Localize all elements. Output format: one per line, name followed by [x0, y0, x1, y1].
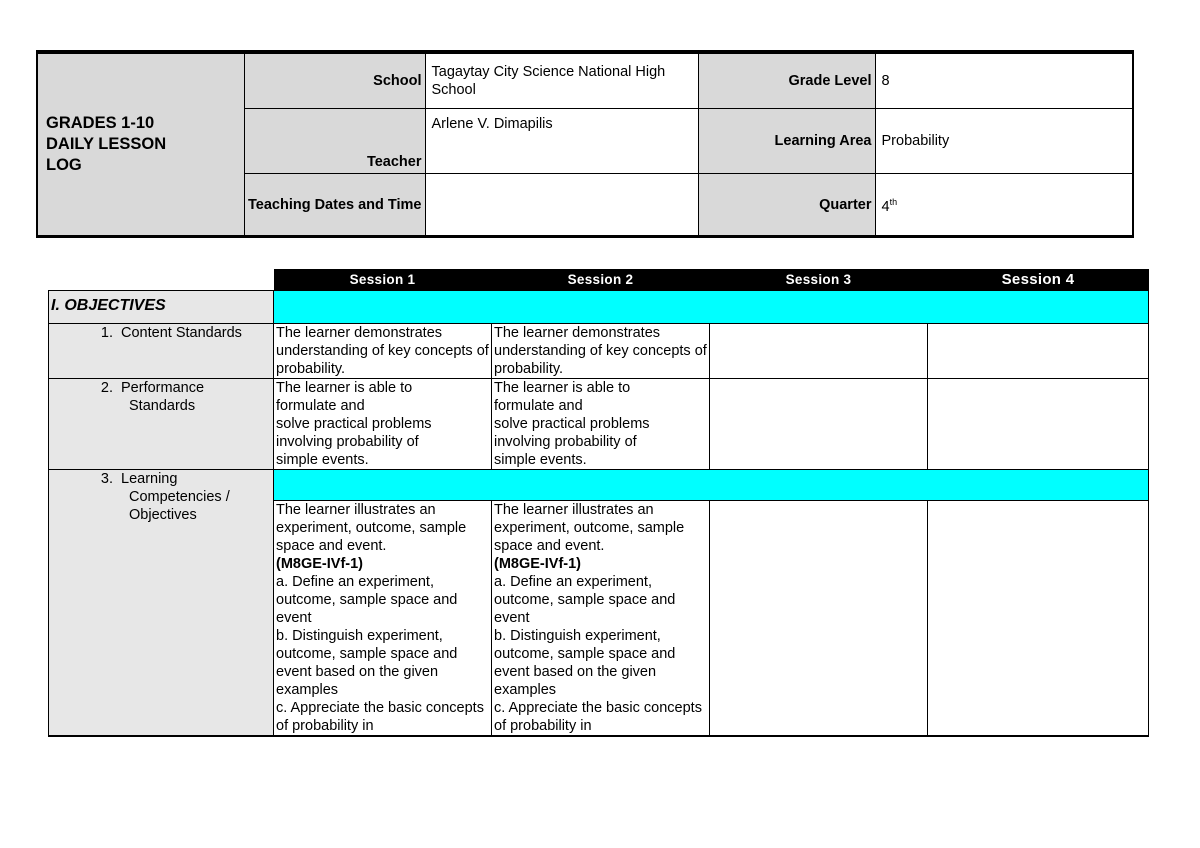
learning-competencies-label: 3. Learning Competencies / Objectives: [49, 470, 274, 737]
learning-competencies-session-4: [928, 501, 1149, 737]
school-value: Tagaytay City Science National High School: [425, 52, 698, 108]
content-standards-session-1: The learner demonstrates understanding of key concepts of probability.: [274, 324, 492, 379]
session-3-header: Session 3: [710, 269, 928, 291]
performance-standards-label: 2. Performance Standards: [49, 379, 274, 470]
content-standards-session-4: [928, 324, 1149, 379]
teaching-dates-value: [425, 174, 698, 237]
grade-level-label: Grade Level: [698, 52, 875, 108]
content-standards-session-3: [710, 324, 928, 379]
competencies-highlight-bar: [274, 470, 1149, 501]
performance-standards-session-1: The learner is able to formulate and solve practical problems involving probability of simple events.: [274, 379, 492, 470]
performance-standards-session-4: [928, 379, 1149, 470]
competency-code: (M8GE-IVf-1): [494, 556, 581, 572]
teaching-dates-label: Teaching Dates and Time: [244, 174, 425, 237]
objectives-highlight-bar: [274, 291, 1149, 324]
teacher-value: Arlene V. Dimapilis: [425, 108, 698, 174]
session-4-header: Session 4: [928, 269, 1149, 291]
learning-competencies-session-1: The learner illustrates an experiment, outcome, sample space and event. (M8GE-IVf-1) a. Define an experiment, outcome, sample space and event b. Distinguish experiment, outcome, sample space and event based on the given examples c. Appreciate the basic concepts of probability in: [274, 501, 492, 737]
quarter-label: Quarter: [698, 174, 875, 237]
session-1-header: Session 1: [274, 269, 492, 291]
learning-competencies-session-2: The learner illustrates an experiment, outcome, sample space and event. (M8GE-IVf-1) a. Define an experiment, outcome, sample space and event b. Distinguish experiment, outcome, sample space and event based on the given examples c. Appreciate the basic concepts of probability in: [492, 501, 710, 737]
lesson-objectives-table: [48, 269, 1149, 737]
grade-level-value: 8: [875, 52, 1133, 108]
session-2-header: Session 2: [492, 269, 710, 291]
log-title: GRADES 1-10 DAILY LESSON LOG: [37, 52, 244, 237]
competency-code: (M8GE-IVf-1): [276, 556, 363, 572]
corner-blank: [49, 269, 274, 291]
learning-area-label: Learning Area: [698, 108, 875, 174]
content-standards-session-2: The learner demonstrates understanding of key concepts of probability.: [492, 324, 710, 379]
content-standards-label: 1. Content Standards: [49, 324, 274, 379]
objectives-section-title: I. OBJECTIVES: [49, 291, 274, 324]
school-label: School: [244, 52, 425, 108]
performance-standards-session-2: The learner is able to formulate and solve practical problems involving probability of simple events.: [492, 379, 710, 470]
performance-standards-session-3: [710, 379, 928, 470]
learning-area-value: Probability: [875, 108, 1133, 174]
learning-competencies-session-3: [710, 501, 928, 737]
quarter-value: 4th: [875, 174, 1133, 237]
lesson-log-header-table: [36, 50, 1134, 238]
teacher-label: Teacher: [244, 108, 425, 174]
